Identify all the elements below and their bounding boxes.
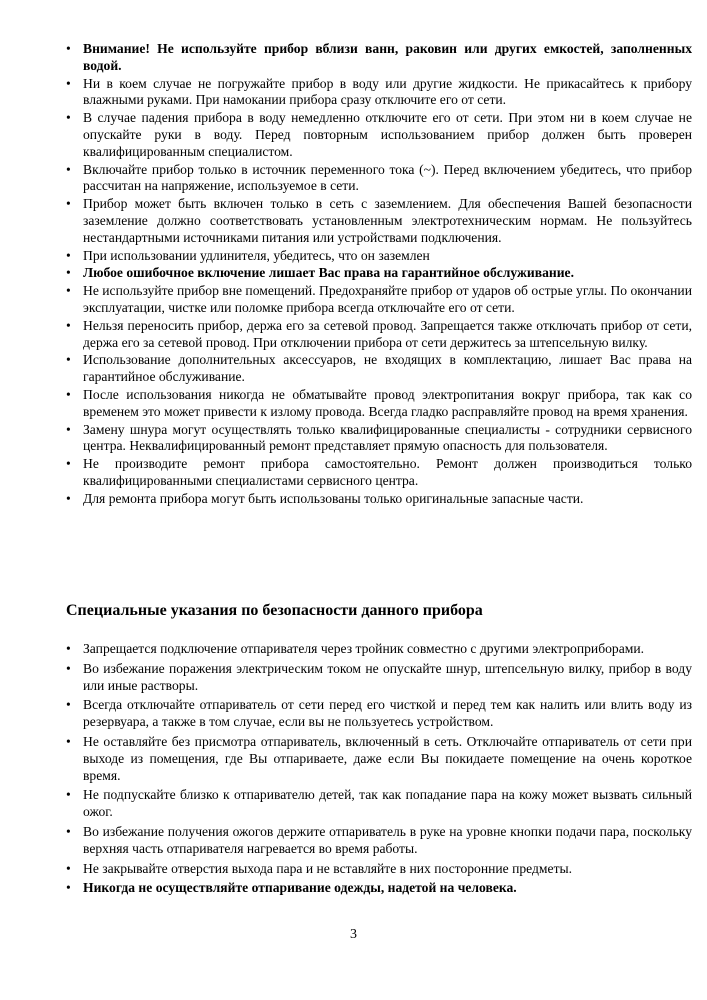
list-item	[66, 76, 692, 110]
bullet-icon: •	[66, 421, 71, 437]
list-item-text: Во избежание поражения электрическим током не опускайте шнур, штепсельную вилку, прибор в воду или иные растворы.	[83, 660, 692, 693]
bullet-icon: •	[66, 823, 71, 839]
list-item	[66, 283, 692, 317]
list-item	[66, 248, 692, 265]
list-item	[66, 422, 692, 456]
list-item-text: Не подпускайте близко к отпаривателю детей, так как попадание пара на кожу может вызвать сильный ожог.	[83, 787, 692, 820]
bullet-icon: •	[66, 75, 71, 91]
list-item	[66, 387, 692, 421]
general-safety-list	[66, 41, 692, 509]
bullet-icon: •	[66, 641, 71, 656]
bullet-icon: •	[66, 265, 71, 281]
list-item-text: Для ремонта прибора могут быть использованы только оригинальные запасные части.	[83, 490, 584, 506]
list-item	[66, 162, 692, 196]
bullet-icon: •	[66, 697, 71, 713]
list-item	[66, 787, 692, 821]
bullet-icon: •	[66, 247, 71, 263]
bullet-icon: •	[66, 41, 71, 56]
bullet-icon: •	[66, 490, 71, 506]
page-number: 3	[350, 927, 357, 942]
list-item	[66, 824, 692, 858]
bullet-icon: •	[66, 161, 71, 177]
list-item-text: Включайте прибор только в источник переменного тока (~). Перед включением убедитесь, что прибор рассчитан на напряжение, используемое в сети.	[83, 161, 692, 194]
list-item-text: Никогда не осуществляйте отпаривание одежды, надетой на человека.	[83, 880, 517, 896]
list-item	[66, 265, 692, 282]
list-item	[66, 880, 692, 897]
list-item	[66, 734, 692, 784]
bullet-icon: •	[66, 317, 71, 333]
list-item	[66, 491, 692, 508]
list-item-text: Использование дополнительных аксессуаров, не входящих в комплектацию, лишает Вас права на гарантийное обслуживание.	[83, 352, 692, 385]
list-item	[66, 456, 692, 490]
list-item	[66, 697, 692, 731]
list-item	[66, 41, 692, 75]
list-item	[66, 861, 692, 878]
list-item	[66, 110, 692, 160]
list-item	[66, 641, 692, 658]
bullet-icon: •	[66, 196, 71, 212]
bullet-icon: •	[66, 660, 71, 676]
bullet-icon: •	[66, 787, 71, 803]
list-item	[66, 318, 692, 352]
bullet-icon: •	[66, 386, 71, 402]
bullet-icon: •	[66, 733, 71, 749]
list-item-text: Ни в коем случае не погружайте прибор в воду или другие жидкости. Не прикасайтесь к прибору влажными руками. При намокании прибора сразу отключите его от сети.	[83, 75, 692, 108]
list-item-text: Внимание! Не используйте прибор вблизи ванн, раковин или других емкостей, заполненных водой.	[83, 41, 692, 73]
list-item	[66, 661, 692, 695]
list-item-text: Замену шнура могут осуществлять только квалифицированные специалисты - сотрудники сервисного центра. Неквалифицированный ремонт представляет прямую опасность для пользователя.	[83, 421, 692, 454]
list-item-text: При использовании удлинителя, убедитесь, что он заземлен	[83, 247, 430, 263]
list-item-text: Нельзя переносить прибор, держа его за сетевой провод. Запрещается также отключать прибор от сети, держа его за сетевой провод. При отключении прибора от сети держитесь за штепсельную вилку.	[83, 317, 692, 350]
list-item-text: Любое ошибочное включение лишает Вас права на гарантийное обслуживание.	[83, 265, 574, 281]
bullet-icon: •	[66, 283, 71, 299]
bullet-icon: •	[66, 352, 71, 368]
bullet-icon: •	[66, 456, 71, 472]
list-item-text: Не оставляйте без присмотра отпариватель, включенный в сеть. Отключайте отпариватель от сети при выходе из помещения, где Вы отпариваете, даже если Вы покидаете помещение на очень короткое время.	[83, 733, 692, 783]
list-item-text: Прибор может быть включен только в сеть с заземлением. Для обеспечения Вашей безопасности заземление должно соответствовать установленным электротехническим нормам. Не пользуйтесь нестандартными источниками питания или устройствами подключения.	[83, 196, 692, 245]
list-item-text: Не производите ремонт прибора самостоятельно. Ремонт должен производиться только квалифицированными специалистами сервисного центра.	[83, 456, 692, 488]
list-item-text: Запрещается подключение отпаривателя через тройник совместно с другими электроприборами.	[83, 641, 645, 656]
list-item-text: Не закрывайте отверстия выхода пара и не вставляйте в них посторонние предметы.	[83, 860, 573, 876]
list-item-text: После использования никогда не обматывайте провод электропитания вокруг прибора, так как со временем это может привести к излому провода. Всегда гладко расправляйте провод на время хранения.	[83, 386, 692, 419]
list-item-text: Всегда отключайте отпариватель от сети перед его чисткой и перед тем как налить или влить воду из резервуара, а также в том случае, если вы не пользуетесь устройством.	[83, 697, 692, 730]
bullet-icon: •	[66, 110, 71, 126]
bullet-icon: •	[66, 860, 71, 876]
list-item	[66, 196, 692, 246]
section-heading: Специальные указания по безопасности данного прибора	[66, 602, 483, 619]
list-item-text: Во избежание получения ожогов держите отпариватель в руке на уровне кнопки подачи пара, поскольку верхняя часть отпаривателя нагревается во время работы.	[83, 823, 692, 856]
bullet-icon: •	[66, 880, 71, 896]
list-item-text: В случае падения прибора в воду немедленно отключите его от сети. При этом ни в коем случае не опускайте руки в воду. Перед повторным использованием прибор должен быть проверен квалифицированным специалистом.	[83, 110, 692, 159]
special-safety-list	[66, 641, 692, 900]
list-item-text: Не используйте прибор вне помещений. Предохраняйте прибор от ударов об острые углы. По окончании эксплуатации, чистке или поломке прибора всегда отключайте его от сети.	[83, 283, 692, 315]
list-item	[66, 352, 692, 386]
